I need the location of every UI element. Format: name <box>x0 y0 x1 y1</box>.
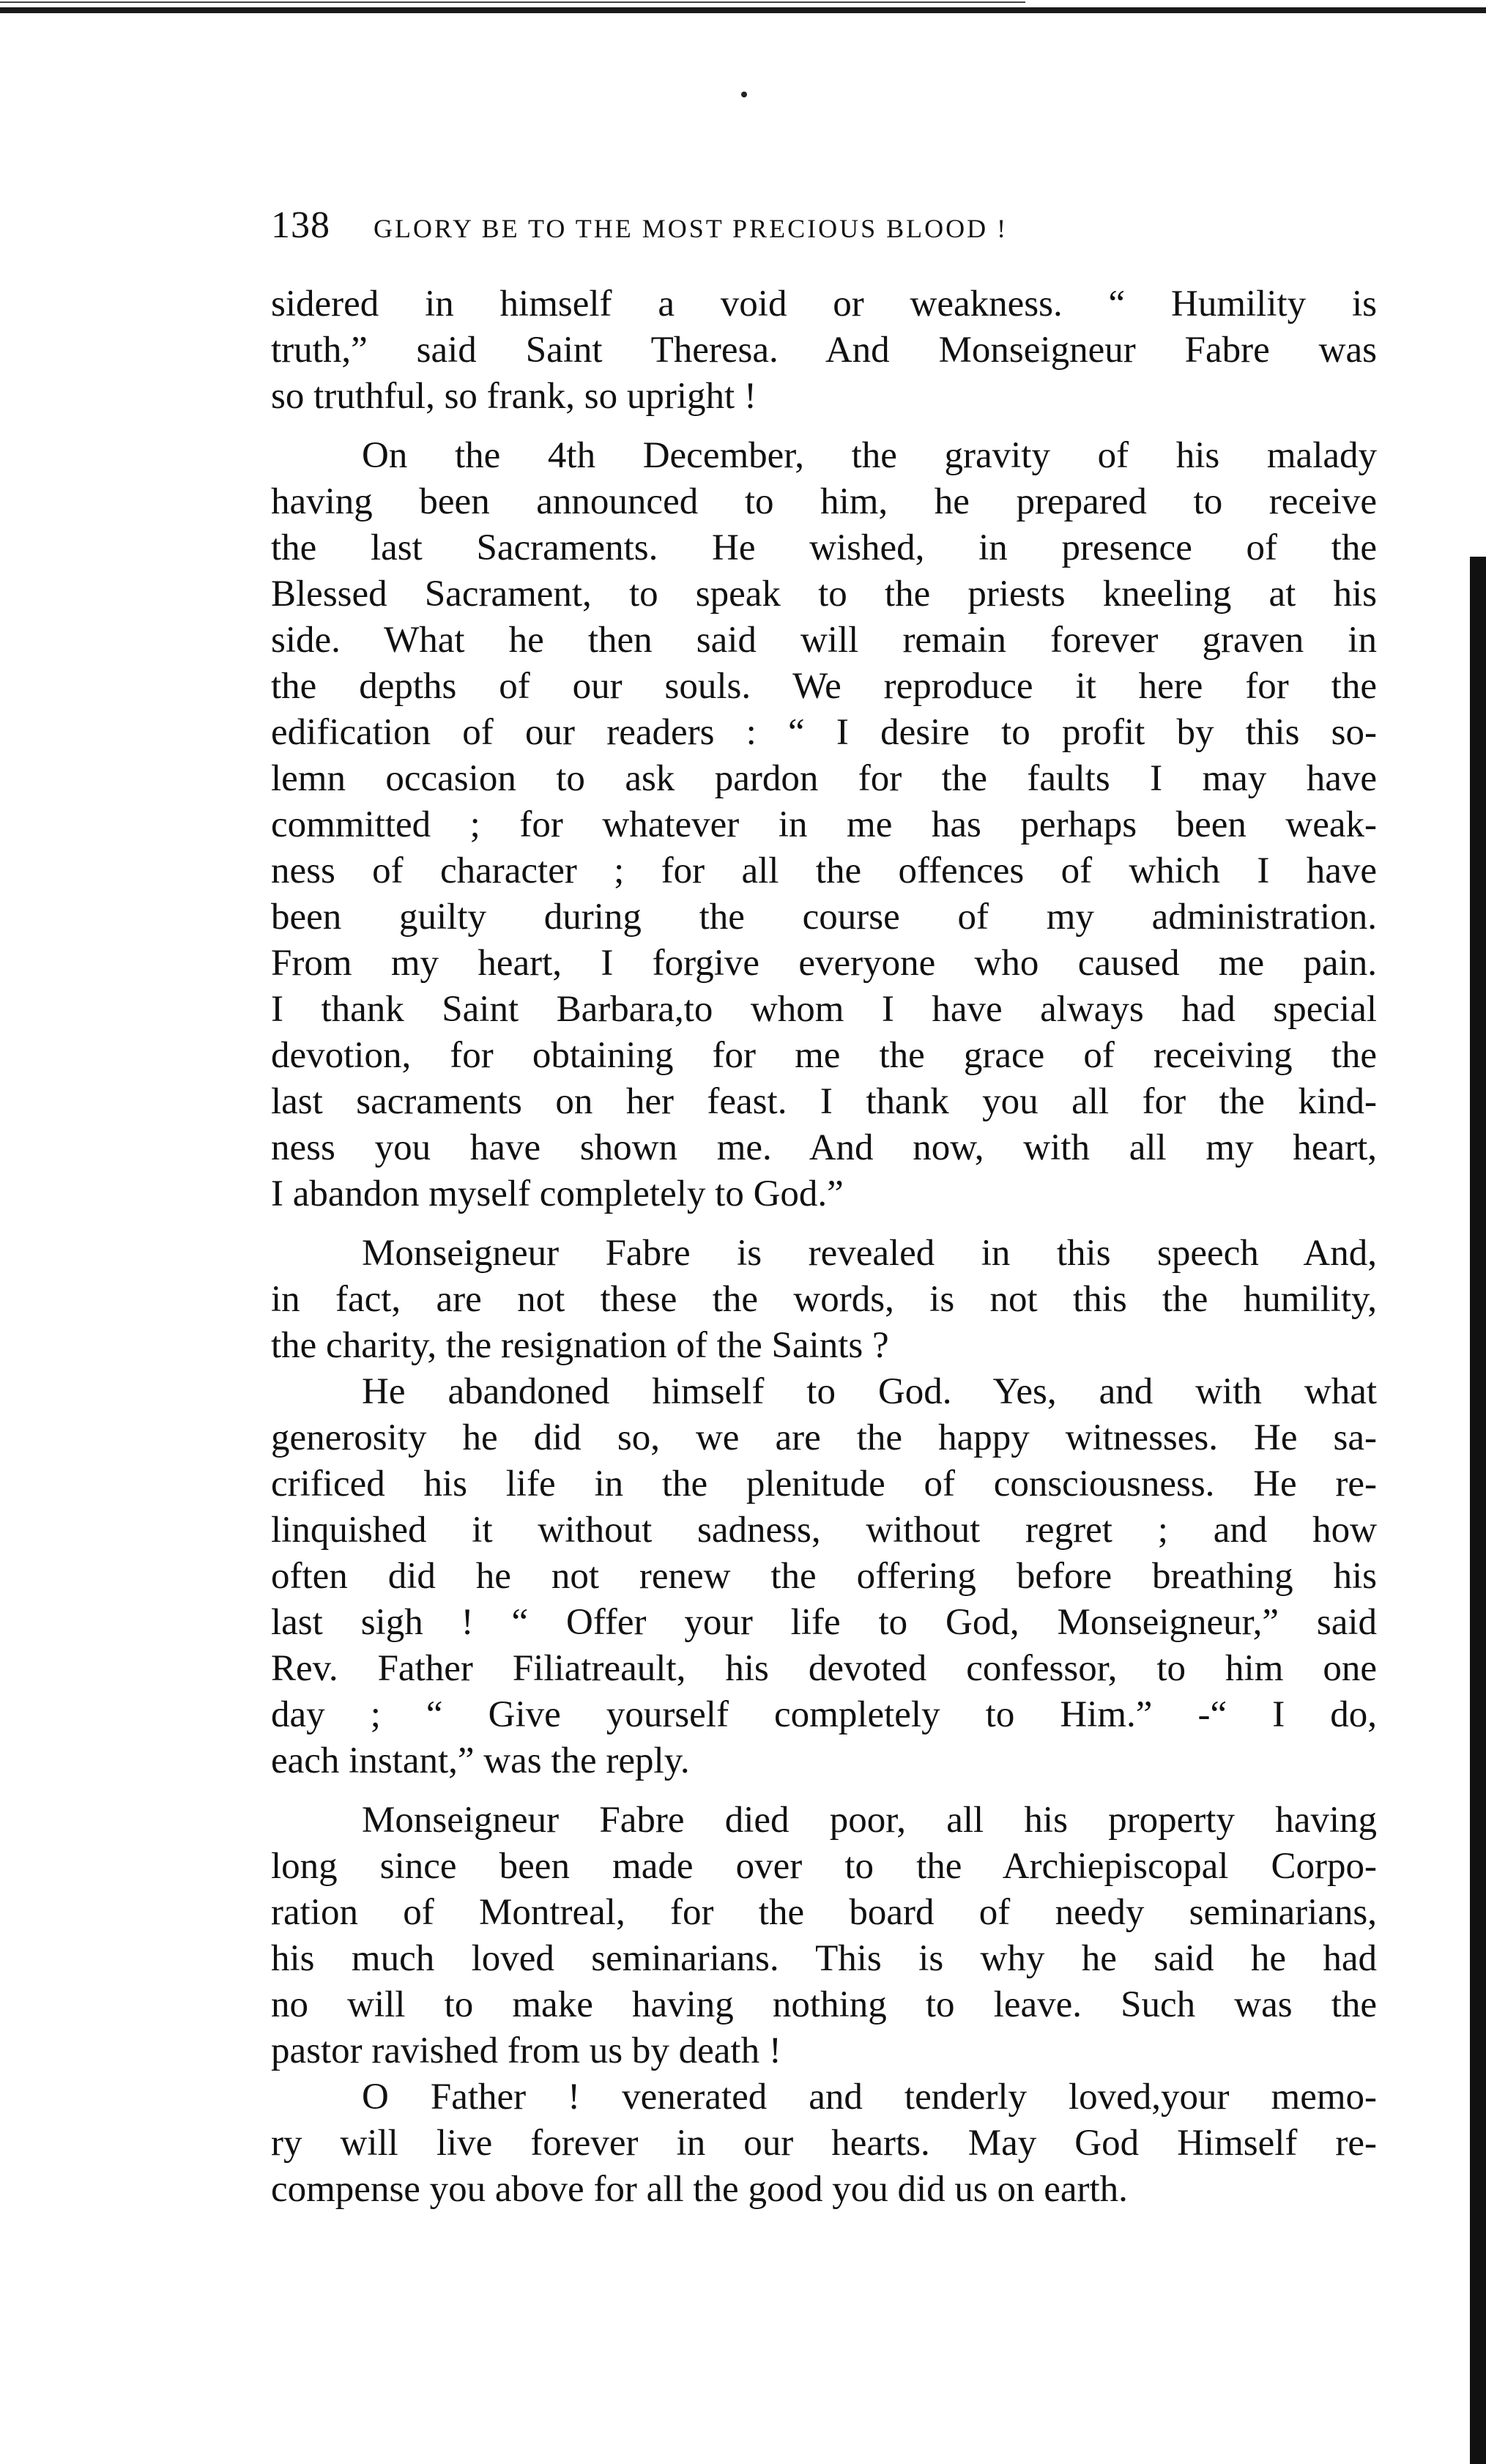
text-line: lemn occasion to ask pardon for the faults I may have <box>271 758 1377 799</box>
text-line: committed ; for whatever in me has perhaps been weak- <box>271 804 1377 845</box>
text-line: edification of our readers : “ I desire to profit by this so- <box>271 712 1377 753</box>
text-line: I thank Saint Barbara,to whom I have always had special <box>271 989 1377 1030</box>
text-line: Monseigneur Fabre died poor, all his property having <box>362 1800 1377 1841</box>
running-head-title: GLORY BE TO THE MOST PRECIOUS BLOOD ! <box>374 214 1008 243</box>
text-line: sidered in himself a void or weakness. “ Humility is <box>271 283 1377 324</box>
text-line: side. What he then said will remain forever graven in <box>271 620 1377 661</box>
text-line: last sigh ! “ Offer your life to God, Monseigneur,” said <box>271 1602 1377 1643</box>
text-line: From my heart, I forgive everyone who caused me pain. <box>271 943 1377 984</box>
text-line: linquished it without sadness, without regret ; and how <box>271 1510 1377 1551</box>
text-line: last sacraments on her feast. I thank you all for the kind- <box>271 1081 1377 1122</box>
text-line: so truthful, so frank, so upright ! <box>271 376 757 417</box>
page-edge-shadow <box>1470 557 1486 2464</box>
paragraph <box>271 281 1377 420</box>
text-line: truth,” said Saint Theresa. And Monseigneur Fabre was <box>271 330 1377 371</box>
text-line: day ; “ Give yourself completely to Him.” -“ I do, <box>271 1694 1377 1735</box>
text-line: Monseigneur Fabre is revealed in this speech And, <box>362 1233 1377 1274</box>
text-line: Blessed Sacrament, to speak to the priests kneeling at his <box>271 574 1377 615</box>
paragraph <box>271 1797 1377 2074</box>
text-line: Rev. Father Filiatreault, his devoted confessor, to him one <box>271 1648 1377 1689</box>
text-line: each instant,” was the reply. <box>271 1740 690 1781</box>
paragraph <box>271 1369 1377 1784</box>
text-line: compense you above for all the good you did us on earth. <box>271 2169 1128 2210</box>
text-line: He abandoned himself to God. Yes, and with what <box>362 1371 1377 1412</box>
paragraph <box>271 2074 1377 2213</box>
text-line: having been announced to him, he prepared to receive <box>271 481 1377 522</box>
text-line: the depths of our souls. We reproduce it here for the <box>271 666 1377 707</box>
top-edge-rule <box>0 7 1486 13</box>
text-line: ry will live forever in our hearts. May God Himself re- <box>271 2123 1377 2164</box>
text-line: ness of character ; for all the offences of which I have <box>271 850 1377 891</box>
text-line: O Father ! venerated and tenderly loved,your memo- <box>362 2077 1377 2118</box>
text-line: in fact, are not these the words, is not this the humility, <box>271 1279 1377 1320</box>
text-line: his much loved seminarians. This is why he said he had <box>271 1938 1377 1979</box>
running-head <box>271 204 1377 262</box>
text-line: ness you have shown me. And now, with all my heart, <box>271 1127 1377 1168</box>
paragraph <box>271 433 1377 1217</box>
paragraph <box>271 1231 1377 1369</box>
text-line: I abandon myself completely to God.” <box>271 1173 844 1214</box>
text-line: the charity, the resignation of the Saints ? <box>271 1325 889 1366</box>
text-line: crificed his life in the plenitude of consciousness. He re- <box>271 1463 1377 1504</box>
text-line: ration of Montreal, for the board of needy seminarians, <box>271 1892 1377 1933</box>
ink-speck <box>741 92 747 97</box>
text-line: generosity he did so, we are the happy witnesses. He sa- <box>271 1417 1377 1458</box>
text-line: long since been made over to the Archiepiscopal Corpo- <box>271 1846 1377 1887</box>
text-line: On the 4th December, the gravity of his malady <box>362 435 1377 476</box>
text-line: been guilty during the course of my administration. <box>271 897 1377 938</box>
text-line: no will to make having nothing to leave. Such was the <box>271 1984 1377 2025</box>
page-number: 138 <box>271 204 330 246</box>
book-page <box>271 204 1377 2213</box>
text-line: the last Sacraments. He wished, in presence of the <box>271 527 1377 568</box>
text-line: often did he not renew the offering before breathing his <box>271 1556 1377 1597</box>
text-line: devotion, for obtaining for me the grace of receiving the <box>271 1035 1377 1076</box>
top-thin-rule <box>0 1 1025 3</box>
text-line: pastor ravished from us by death ! <box>271 2030 781 2071</box>
